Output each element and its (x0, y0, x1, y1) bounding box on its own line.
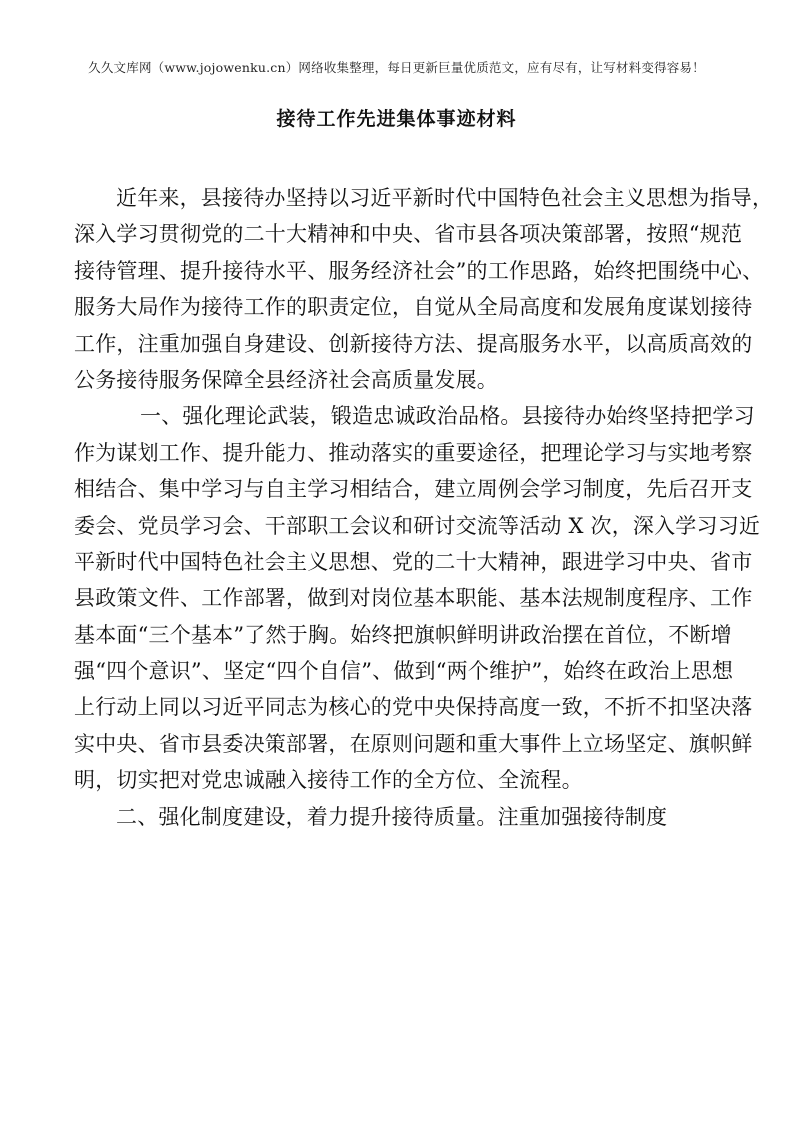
text-line: 服务大局作为接待工作的职责定位，自觉从全局高度和发展角度谋划接待 (74, 295, 753, 320)
text-line: 委会、党员学习会、干部职工会议和研讨交流等活动 X 次，深入学习习近 (74, 513, 761, 538)
text-line: 接待管理、提升接待水平、服务经济社会”的工作思路，始终把围绕中心、 (74, 258, 764, 283)
text-line: 近年来，县接待办坚持以习近平新时代中国特色社会主义思想为指导， (116, 186, 774, 210)
text-line: 工作，注重加强自身建设、创新接待方法、提高服务水平，以高质高效的 (74, 331, 753, 356)
text-line: 二、强化制度建设，着力提升接待质量。注重加强接待制度 (116, 804, 668, 829)
text-line: 县政策文件、工作部署，做到对岗位基本职能、基本法规制度程序、工作 (74, 586, 753, 611)
paragraph-section-2 (74, 799, 722, 835)
text-line: 实中央、省市县委决策部署，在原则问题和重大事件上立场坚定、旗帜鲜 (74, 731, 753, 756)
document-title: 接待工作先进集体事迹材料 (276, 108, 517, 130)
text-line: 公务接待服务保障全县经济社会高质量发展。 (74, 367, 498, 392)
text-line: 相结合、集中学习与自主学习相结合，建立周例会学习制度，先后召开支 (74, 477, 753, 502)
paragraph-section-1 (74, 398, 761, 798)
text-line: 基本面“三个基本”了然于胸。始终把旗帜鲜明讲政治摆在首位，不断增 (74, 622, 732, 647)
text-line: 明，切实把对党忠诚融入接待工作的全方位、全流程。 (74, 768, 583, 793)
paragraph-intro (74, 180, 774, 398)
text-line: 强“四个意识”、坚定“四个自信”、做到“两个维护”，始终在政治上思想 (74, 659, 734, 684)
text-line: 一、强化理论武装，锻造忠诚政治品格。县接待办始终坚持把学习 (140, 404, 755, 429)
text-line: 作为谋划工作、提升能力、推动落实的重要途径，把理论学习与实地考察 (74, 440, 753, 465)
text-line: 上行动上同以习近平同志为核心的党中央保持高度一致，不折不扣坚决落 (74, 695, 753, 720)
text-line: 深入学习贯彻党的二十大精神和中央、省市县各项决策部署，按照“规范 (74, 222, 743, 247)
document-body (74, 180, 774, 835)
header-note: 久久文库网（www.jojowenku.cn）网络收集整理，每日更新巨量优质范文，应有尽有，让写材料变得容易！ (88, 60, 705, 75)
text-line: 平新时代中国特色社会主义思想、党的二十大精神，跟进学习中央、省市 (74, 549, 753, 574)
